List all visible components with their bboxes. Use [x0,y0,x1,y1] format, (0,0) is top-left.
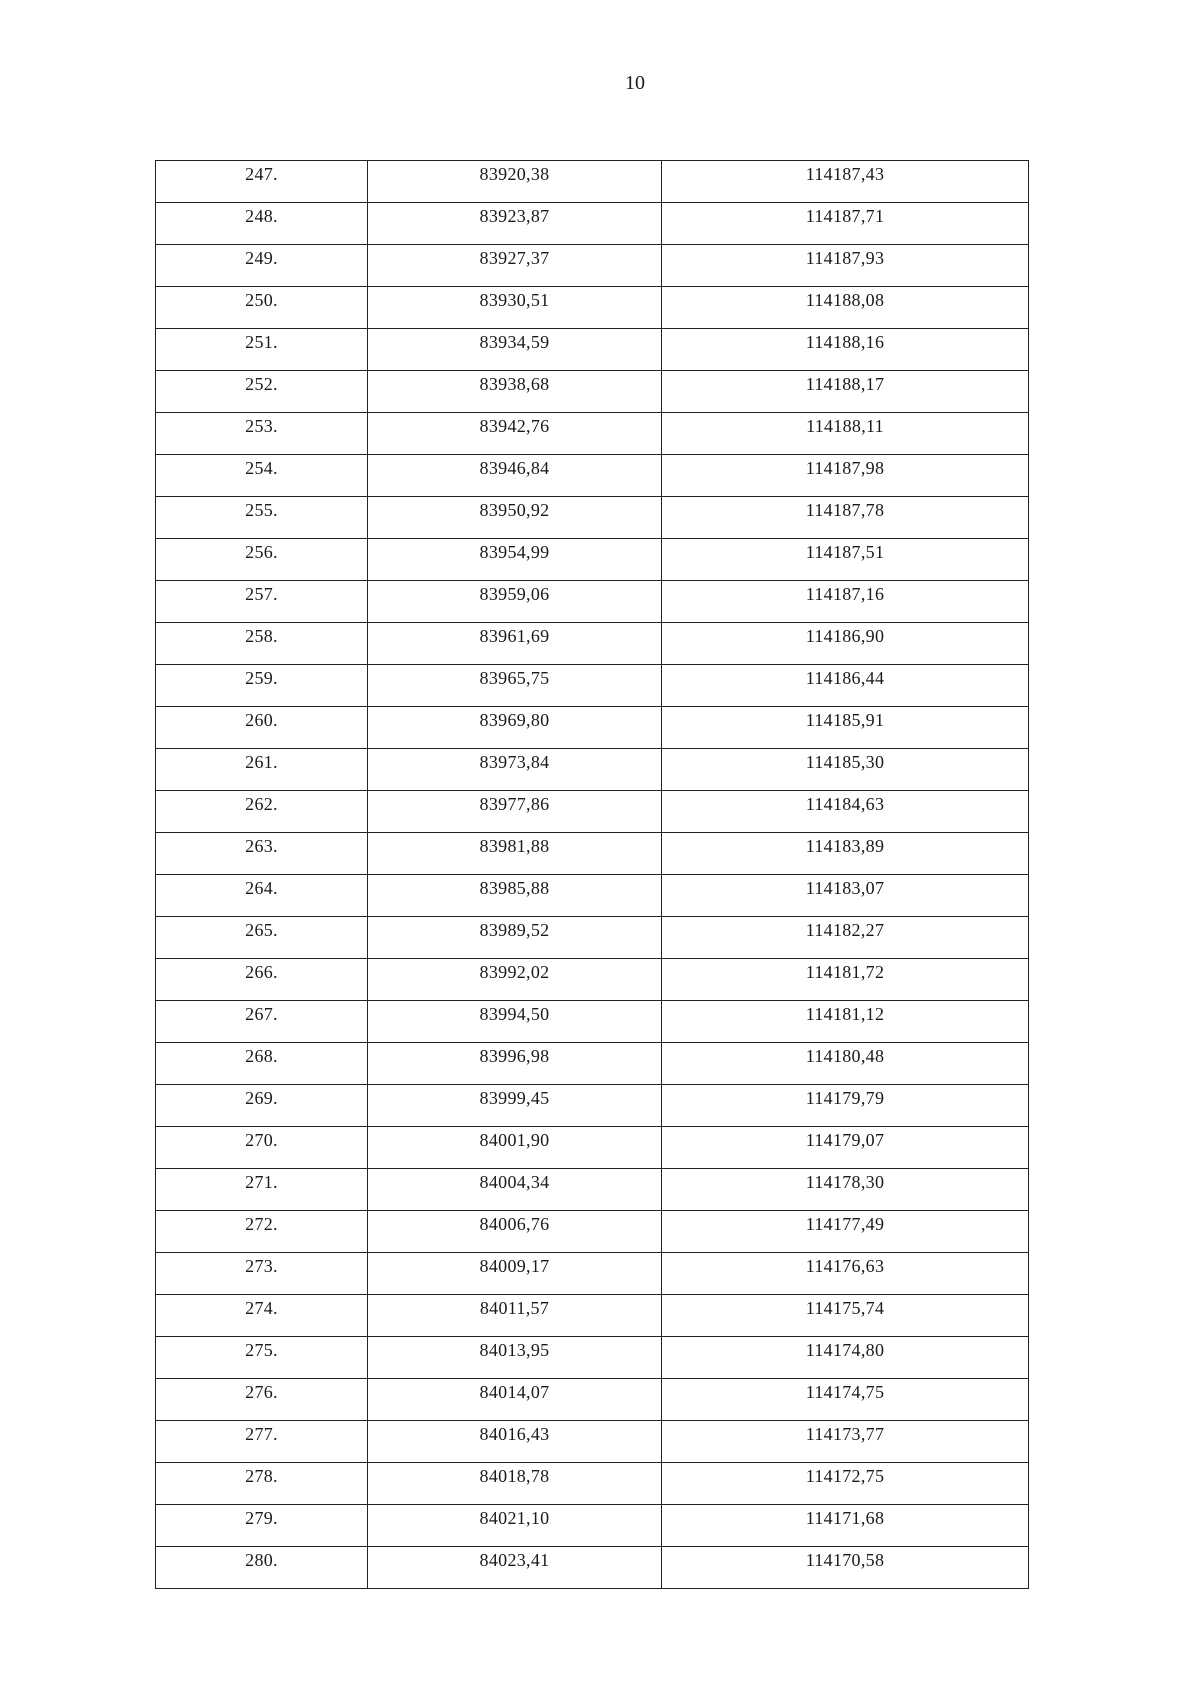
x-coordinate-cell: 83938,68 [368,371,662,413]
y-coordinate-cell: 114184,63 [662,791,1029,833]
x-coordinate-cell: 83999,45 [368,1085,662,1127]
table-row [156,791,1029,833]
table-row [156,455,1029,497]
x-coordinate-cell: 83985,88 [368,875,662,917]
table-row [156,1169,1029,1211]
x-coordinate-cell: 84013,95 [368,1337,662,1379]
table-row [156,497,1029,539]
y-coordinate-cell: 114181,12 [662,1001,1029,1043]
table-row [156,875,1029,917]
y-coordinate-cell: 114187,93 [662,245,1029,287]
x-coordinate-cell: 83969,80 [368,707,662,749]
y-coordinate-cell: 114188,08 [662,287,1029,329]
x-coordinate-cell: 84001,90 [368,1127,662,1169]
table-row [156,1421,1029,1463]
point-number-cell: 253. [156,413,368,455]
table-row [156,287,1029,329]
point-number-cell: 260. [156,707,368,749]
y-coordinate-cell: 114187,98 [662,455,1029,497]
table-row [156,413,1029,455]
x-coordinate-cell: 83977,86 [368,791,662,833]
table-row [156,1379,1029,1421]
table-row [156,581,1029,623]
point-number-cell: 256. [156,539,368,581]
x-coordinate-cell: 83942,76 [368,413,662,455]
x-coordinate-cell: 84021,10 [368,1505,662,1547]
table-row [156,1463,1029,1505]
y-coordinate-cell: 114186,44 [662,665,1029,707]
point-number-cell: 254. [156,455,368,497]
coordinates-table-body [156,161,1029,1589]
y-coordinate-cell: 114178,30 [662,1169,1029,1211]
y-coordinate-cell: 114183,89 [662,833,1029,875]
x-coordinate-cell: 84006,76 [368,1211,662,1253]
x-coordinate-cell: 83954,99 [368,539,662,581]
table-row [156,1085,1029,1127]
point-number-cell: 247. [156,161,368,203]
table-row [156,1001,1029,1043]
x-coordinate-cell: 83989,52 [368,917,662,959]
table-row [156,1127,1029,1169]
y-coordinate-cell: 114175,74 [662,1295,1029,1337]
y-coordinate-cell: 114172,75 [662,1463,1029,1505]
y-coordinate-cell: 114183,07 [662,875,1029,917]
table-row [156,749,1029,791]
y-coordinate-cell: 114170,58 [662,1547,1029,1589]
x-coordinate-cell: 83973,84 [368,749,662,791]
point-number-cell: 263. [156,833,368,875]
point-number-cell: 251. [156,329,368,371]
point-number-cell: 278. [156,1463,368,1505]
point-number-cell: 257. [156,581,368,623]
x-coordinate-cell: 84011,57 [368,1295,662,1337]
y-coordinate-cell: 114187,51 [662,539,1029,581]
x-coordinate-cell: 84018,78 [368,1463,662,1505]
point-number-cell: 270. [156,1127,368,1169]
y-coordinate-cell: 114179,07 [662,1127,1029,1169]
table-row [156,1505,1029,1547]
table-row [156,1547,1029,1589]
point-number-cell: 261. [156,749,368,791]
point-number-cell: 267. [156,1001,368,1043]
y-coordinate-cell: 114173,77 [662,1421,1029,1463]
table-row [156,371,1029,413]
point-number-cell: 259. [156,665,368,707]
point-number-cell: 262. [156,791,368,833]
y-coordinate-cell: 114180,48 [662,1043,1029,1085]
table-row [156,1337,1029,1379]
x-coordinate-cell: 83946,84 [368,455,662,497]
x-coordinate-cell: 83923,87 [368,203,662,245]
table-row [156,1295,1029,1337]
x-coordinate-cell: 84016,43 [368,1421,662,1463]
y-coordinate-cell: 114188,17 [662,371,1029,413]
x-coordinate-cell: 83996,98 [368,1043,662,1085]
y-coordinate-cell: 114181,72 [662,959,1029,1001]
y-coordinate-cell: 114174,75 [662,1379,1029,1421]
page-number: 10 [625,72,645,94]
point-number-cell: 276. [156,1379,368,1421]
table-row [156,245,1029,287]
table-row [156,959,1029,1001]
point-number-cell: 255. [156,497,368,539]
table-row [156,539,1029,581]
y-coordinate-cell: 114171,68 [662,1505,1029,1547]
point-number-cell: 258. [156,623,368,665]
y-coordinate-cell: 114188,11 [662,413,1029,455]
x-coordinate-cell: 83934,59 [368,329,662,371]
point-number-cell: 266. [156,959,368,1001]
x-coordinate-cell: 83930,51 [368,287,662,329]
point-number-cell: 249. [156,245,368,287]
y-coordinate-cell: 114187,16 [662,581,1029,623]
table-row [156,665,1029,707]
point-number-cell: 275. [156,1337,368,1379]
point-number-cell: 279. [156,1505,368,1547]
table-row [156,203,1029,245]
point-number-cell: 271. [156,1169,368,1211]
x-coordinate-cell: 83961,69 [368,623,662,665]
table-row [156,1253,1029,1295]
x-coordinate-cell: 83927,37 [368,245,662,287]
point-number-cell: 274. [156,1295,368,1337]
point-number-cell: 269. [156,1085,368,1127]
y-coordinate-cell: 114185,91 [662,707,1029,749]
point-number-cell: 268. [156,1043,368,1085]
table-row [156,917,1029,959]
y-coordinate-cell: 114176,63 [662,1253,1029,1295]
point-number-cell: 272. [156,1211,368,1253]
point-number-cell: 265. [156,917,368,959]
x-coordinate-cell: 83992,02 [368,959,662,1001]
x-coordinate-cell: 83920,38 [368,161,662,203]
x-coordinate-cell: 84009,17 [368,1253,662,1295]
point-number-cell: 280. [156,1547,368,1589]
y-coordinate-cell: 114185,30 [662,749,1029,791]
point-number-cell: 273. [156,1253,368,1295]
y-coordinate-cell: 114179,79 [662,1085,1029,1127]
x-coordinate-cell: 83994,50 [368,1001,662,1043]
point-number-cell: 264. [156,875,368,917]
y-coordinate-cell: 114182,27 [662,917,1029,959]
point-number-cell: 250. [156,287,368,329]
x-coordinate-cell: 84014,07 [368,1379,662,1421]
point-number-cell: 252. [156,371,368,413]
point-number-cell: 277. [156,1421,368,1463]
x-coordinate-cell: 83965,75 [368,665,662,707]
table-row [156,329,1029,371]
table-row [156,707,1029,749]
x-coordinate-cell: 83959,06 [368,581,662,623]
y-coordinate-cell: 114187,43 [662,161,1029,203]
table-row [156,1043,1029,1085]
coordinates-table [155,160,1029,1589]
table-row [156,161,1029,203]
y-coordinate-cell: 114187,71 [662,203,1029,245]
y-coordinate-cell: 114187,78 [662,497,1029,539]
x-coordinate-cell: 83950,92 [368,497,662,539]
x-coordinate-cell: 84004,34 [368,1169,662,1211]
x-coordinate-cell: 84023,41 [368,1547,662,1589]
x-coordinate-cell: 83981,88 [368,833,662,875]
table-row [156,833,1029,875]
table-row [156,1211,1029,1253]
y-coordinate-cell: 114177,49 [662,1211,1029,1253]
y-coordinate-cell: 114174,80 [662,1337,1029,1379]
y-coordinate-cell: 114186,90 [662,623,1029,665]
table-row [156,623,1029,665]
y-coordinate-cell: 114188,16 [662,329,1029,371]
point-number-cell: 248. [156,203,368,245]
